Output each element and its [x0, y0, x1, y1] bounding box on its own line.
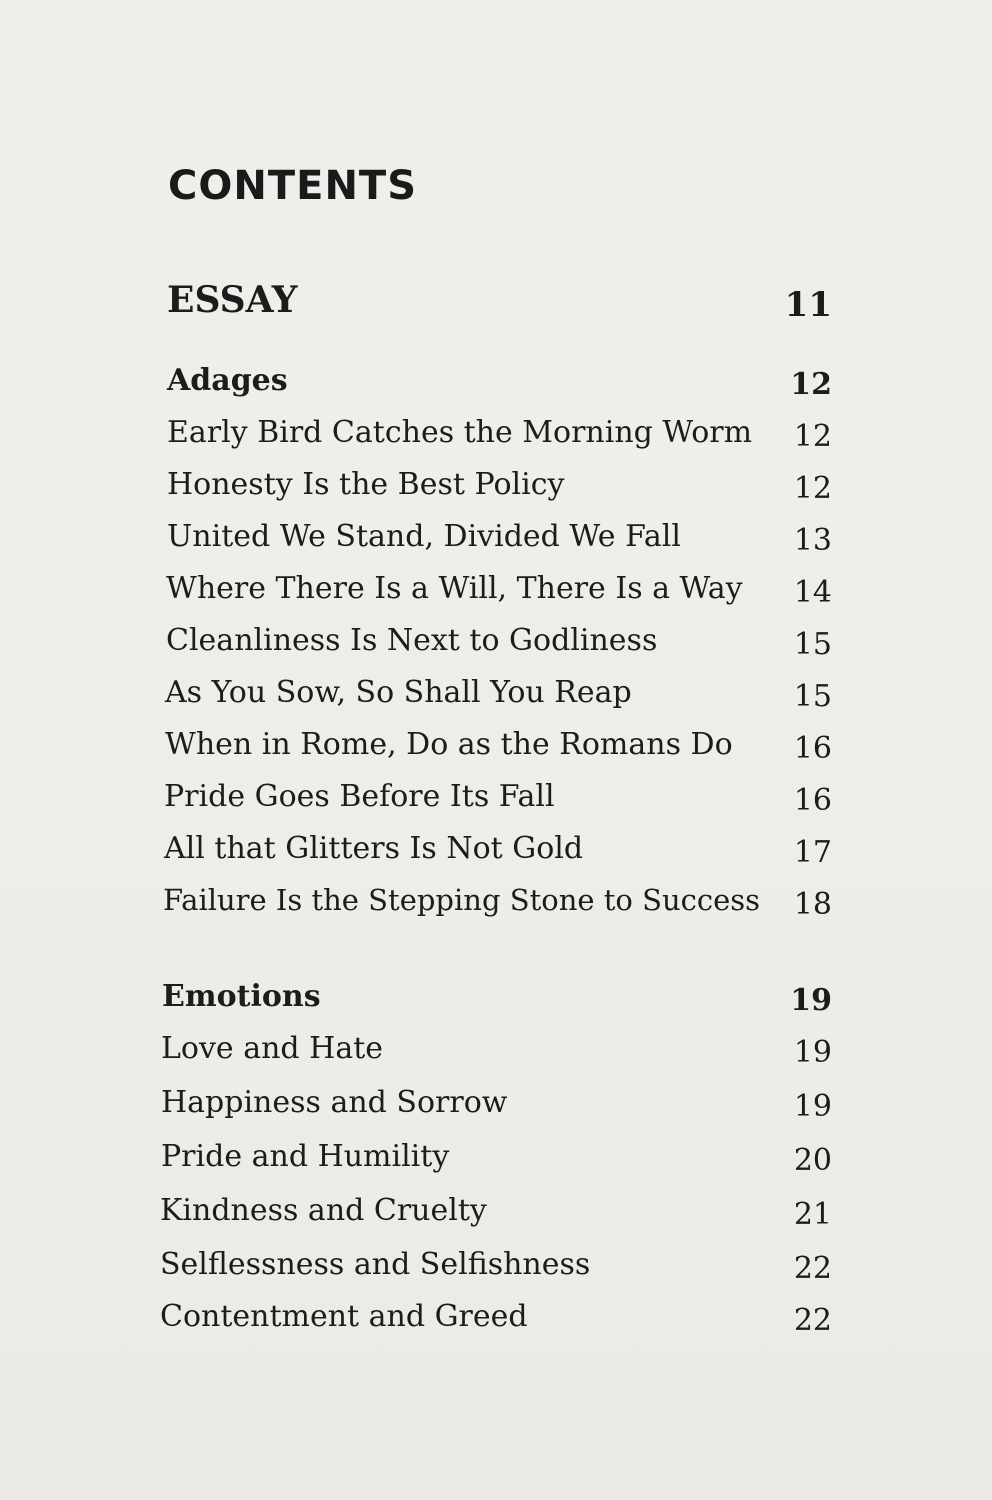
toc-section-emotions — [0, 979, 992, 1022]
toc-entry-page: 19 — [793, 1089, 832, 1124]
toc-entry-label: Selflessness and Selfishness — [160, 1247, 591, 1282]
toc-entry — [0, 1247, 992, 1290]
toc-entry — [0, 1299, 992, 1342]
toc-entry — [0, 1193, 992, 1236]
toc-entry-page: 21 — [793, 1197, 832, 1232]
toc-entry-label: Happiness and Sorrow — [161, 1085, 508, 1120]
toc-entry-label: Cleanliness Is Next to Godliness — [166, 623, 658, 658]
toc-entry — [0, 1031, 992, 1074]
toc-section-page: 12 — [790, 367, 832, 402]
toc-entry-page: 22 — [793, 1251, 832, 1286]
toc-entry-page: 17 — [793, 835, 832, 870]
toc-entry — [0, 1139, 992, 1182]
toc-entry — [0, 1085, 992, 1128]
toc-entry — [0, 571, 992, 614]
toc-section-adages — [0, 363, 992, 406]
toc-entry-page: 20 — [793, 1143, 832, 1178]
toc-entry — [0, 831, 992, 874]
toc-entry-page: 15 — [793, 679, 832, 714]
toc-entry-label: When in Rome, Do as the Romans Do — [165, 727, 733, 762]
toc-part-essay — [0, 279, 992, 325]
toc-entry-label: Love and Hate — [161, 1031, 384, 1066]
toc-entry-page: 12 — [793, 419, 832, 454]
toc-entry — [0, 467, 992, 510]
toc-entry-label: Where There Is a Will, There Is a Way — [166, 571, 743, 606]
toc-entry-label: United We Stand, Divided We Fall — [167, 519, 681, 554]
toc-entry — [0, 623, 992, 666]
toc-entry-page: 16 — [793, 783, 832, 818]
toc-entry — [0, 727, 992, 770]
toc-entry-page: 19 — [793, 1035, 832, 1070]
toc-entry-page: 18 — [793, 887, 832, 922]
toc-entry — [0, 675, 992, 718]
toc-entry — [0, 519, 992, 562]
toc-entry-page: 22 — [793, 1303, 832, 1338]
toc-entry-label: Pride Goes Before Its Fall — [164, 779, 555, 814]
toc-entry-label: Pride and Humility — [161, 1139, 450, 1174]
toc-entry-label: Contentment and Greed — [160, 1299, 528, 1334]
toc-entry-label: Honesty Is the Best Policy — [167, 467, 565, 502]
toc-entry-label: Early Bird Catches the Morning Worm — [167, 415, 753, 450]
toc-entry-page: 13 — [793, 523, 832, 558]
toc-entry-page: 12 — [793, 471, 832, 506]
contents-title: CONTENTS — [168, 163, 418, 209]
toc-part-page: 11 — [784, 285, 832, 325]
toc-part-label: ESSAY — [167, 279, 298, 321]
toc-entry-label: Kindness and Cruelty — [160, 1193, 487, 1228]
toc-entry-page: 14 — [793, 575, 832, 610]
toc-section-label: Emotions — [162, 979, 321, 1014]
toc-section-label: Adages — [167, 363, 288, 398]
toc-entry-label: All that Glitters Is Not Gold — [164, 831, 584, 866]
toc-entry-page: 16 — [793, 731, 832, 766]
toc-entry — [0, 883, 992, 926]
toc-entry — [0, 779, 992, 822]
toc-section-page: 19 — [790, 983, 832, 1018]
toc-entry-label: Failure Is the Stepping Stone to Success — [163, 883, 761, 917]
toc-entry-page: 15 — [793, 627, 832, 662]
toc-entry — [0, 415, 992, 458]
toc-entry-label: As You Sow, So Shall You Reap — [165, 675, 632, 710]
